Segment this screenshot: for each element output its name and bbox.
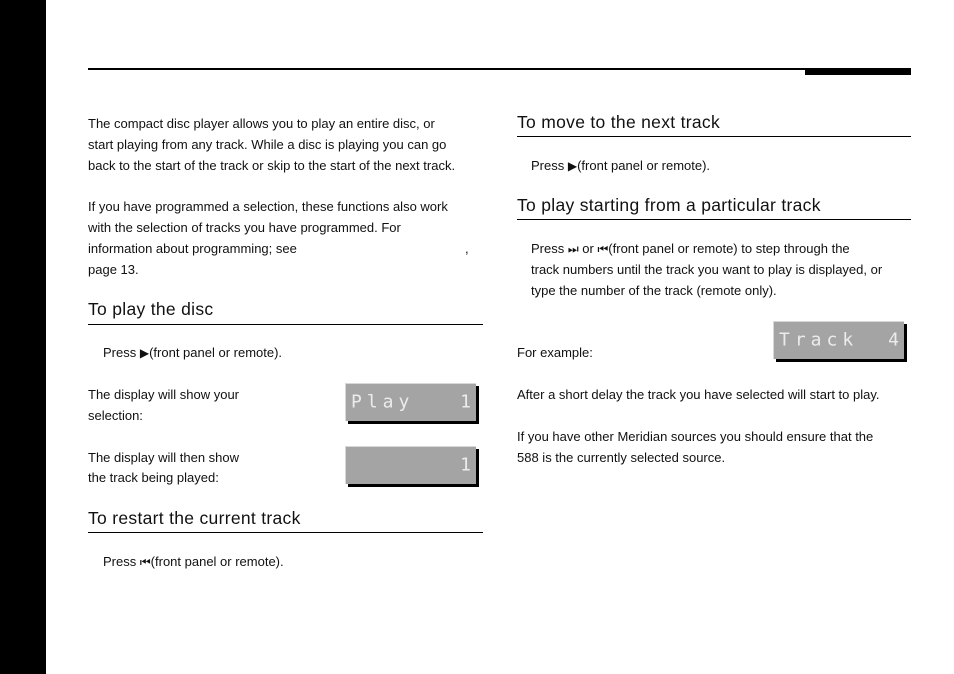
next-track-suffix: (front panel or remote). <box>577 158 711 173</box>
skip-back-icon: ⏮ <box>597 242 609 256</box>
programmed-comma: , <box>465 241 469 256</box>
heading-next-track: To move to the next track <box>517 112 721 132</box>
particular-line-1-suffix: (front panel or remote) to step through the <box>608 241 850 256</box>
display-then-line-2: the track being played: <box>88 470 219 485</box>
restart-suffix: (front panel or remote). <box>150 554 284 569</box>
heading-restart-rule <box>88 532 483 533</box>
header-tab <box>805 68 911 75</box>
lcd-example-text: Track <box>779 329 859 351</box>
heading-restart: To restart the current track <box>88 508 301 528</box>
restart-instruction <box>103 551 284 573</box>
lcd-display-play <box>345 383 476 421</box>
press-label: Press <box>103 554 137 569</box>
meridian-line-1: If you have other Meridian sources you should ensure that the <box>517 429 874 444</box>
heading-next-track-rule <box>517 136 911 137</box>
heading-particular-track-rule <box>517 219 911 220</box>
intro-line-2: start playing from any track. While a disc is playing you can go <box>88 137 447 152</box>
heading-play-disc: To play the disc <box>88 299 214 319</box>
press-label: Press <box>531 241 565 256</box>
lcd-display-example <box>773 321 904 359</box>
skip-forward-icon: ⏭ <box>567 242 579 256</box>
example-label: For example: <box>517 345 593 360</box>
particular-line-1 <box>531 238 850 260</box>
particular-line-3: type the number of the track (remote only). <box>531 283 777 298</box>
intro-line-3: back to the start of the track or skip to the start of the next track. <box>88 158 456 173</box>
display-show-line-1: The display will show your <box>88 387 240 402</box>
press-label: Press <box>531 158 565 173</box>
skip-back-icon: ⏮ <box>139 555 151 569</box>
lcd-play-number: 1 <box>460 391 476 413</box>
programmed-line-1: If you have programmed a selection, these functions also work <box>88 199 448 214</box>
intro-line-1: The compact disc player allows you to play an entire disc, or <box>88 116 435 131</box>
lcd-example-number: 4 <box>888 329 904 351</box>
particular-line-2: track numbers until the track you want to play is displayed, or <box>531 262 883 277</box>
or-label: or <box>582 241 594 256</box>
display-then-line-1: The display will then show <box>88 450 240 465</box>
next-track-instruction <box>531 155 710 177</box>
heading-play-disc-rule <box>88 324 483 325</box>
after-delay-text: After a short delay the track you have selected will start to play. <box>517 387 880 402</box>
programmed-line-3: information about programming; see <box>88 241 297 256</box>
press-label: Press <box>103 345 137 360</box>
lcd-play-text: Play <box>351 391 415 413</box>
display-show-line-2: selection: <box>88 408 143 423</box>
play-icon: ▶ <box>567 159 578 173</box>
left-margin-bar <box>0 0 46 674</box>
programmed-page-ref: page 13. <box>88 262 139 277</box>
programmed-line-2: with the selection of tracks you have programmed. For <box>88 220 401 235</box>
heading-particular-track: To play starting from a particular track <box>517 195 821 215</box>
lcd-display-track <box>345 446 476 484</box>
meridian-line-2: 588 is the currently selected source. <box>517 450 726 465</box>
play-disc-suffix: (front panel or remote). <box>149 345 283 360</box>
play-icon: ▶ <box>139 346 150 360</box>
play-disc-instruction <box>103 342 282 364</box>
lcd-track-number: 1 <box>460 454 476 476</box>
header-rule <box>88 68 911 70</box>
